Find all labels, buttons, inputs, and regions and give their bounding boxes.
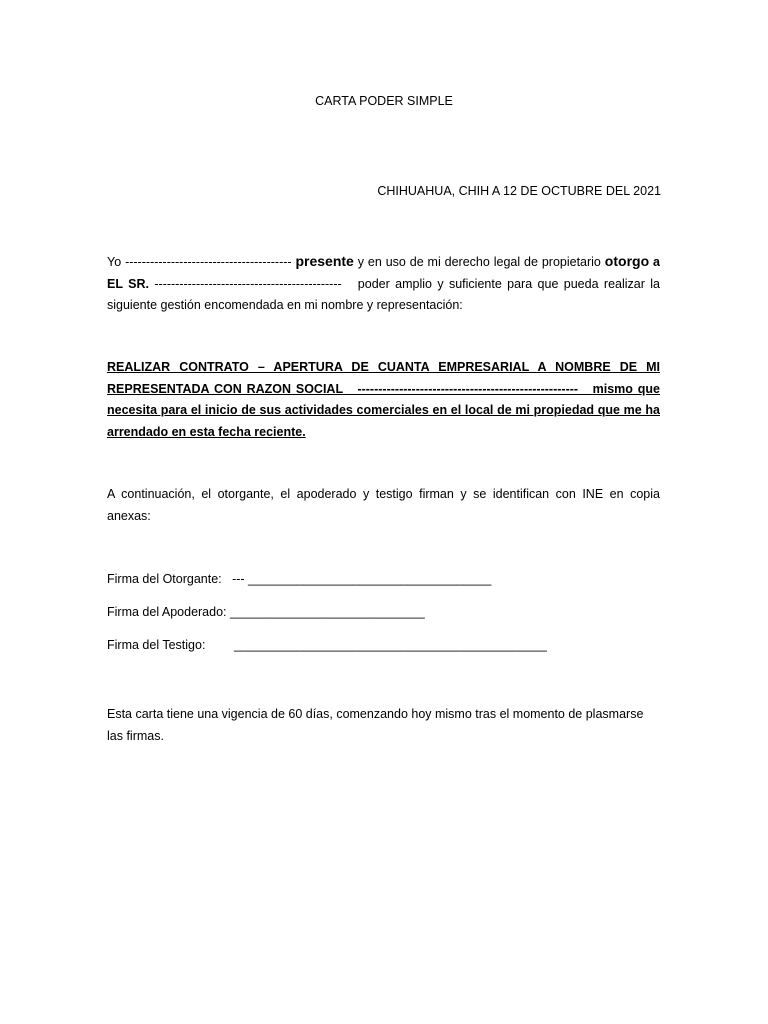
paragraph-grant <box>107 251 660 317</box>
a-el-sr-text: a EL SR. <box>107 255 660 291</box>
document-title: CARTA PODER SIMPLE <box>315 94 453 108</box>
otorgo-text: otorgo <box>604 253 650 269</box>
signature-otorgante <box>107 572 491 586</box>
signature-testigo-line: _____________________________________________ <box>234 638 547 652</box>
signature-testigo <box>107 638 547 652</box>
signature-apoderado <box>107 605 425 619</box>
signature-testigo-label: Firma del Testigo: <box>107 638 206 652</box>
paragraph-identification: A continuación, el otorgante, el apoderado y testigo firman y se identifican con INE en copia anexas: <box>107 487 660 523</box>
paragraph-task <box>107 357 660 443</box>
grant-text-1: y en uso de mi derecho legal de propietario <box>357 255 601 269</box>
paragraph-validity: Esta carta tiene una vigencia de 60 días, comenzando hoy mismo tras el momento de plasmarse las firmas. <box>107 707 644 743</box>
attorney-name-blank: --------------------------------------------- <box>154 276 342 291</box>
signature-apoderado-label: Firma del Apoderado: <box>107 605 227 619</box>
grantor-name-blank: ---------------------------------------- <box>125 255 292 269</box>
company-name-blank: ----------------------------------------------------- <box>357 381 579 396</box>
grant-text-2: poder amplio y suficiente para que pueda realizar la siguiente gestión encomendada en mi nombre y representación: <box>107 276 660 312</box>
date-line: CHIHUAHUA, CHIH A 12 DE OCTUBRE DEL 2021 <box>377 184 661 198</box>
task-text-1: REALIZAR CONTRATO – APERTURA DE CUANTA EMPRESARIAL A NOMBRE DE MI REPRESENTADA CON RAZON SOCIAL <box>107 360 660 396</box>
presente-text: presente <box>295 253 354 269</box>
task-text-2: mismo que necesita para el inicio de sus actividades comerciales en el local de mi propiedad que me ha arrendado en esta fecha reciente. <box>107 381 660 439</box>
signature-otorgante-line: --- ___________________________________ <box>232 572 492 586</box>
yo-text: Yo <box>107 255 122 269</box>
signature-otorgante-label: Firma del Otorgante: <box>107 572 222 586</box>
signature-apoderado-line: ____________________________ <box>230 605 425 619</box>
